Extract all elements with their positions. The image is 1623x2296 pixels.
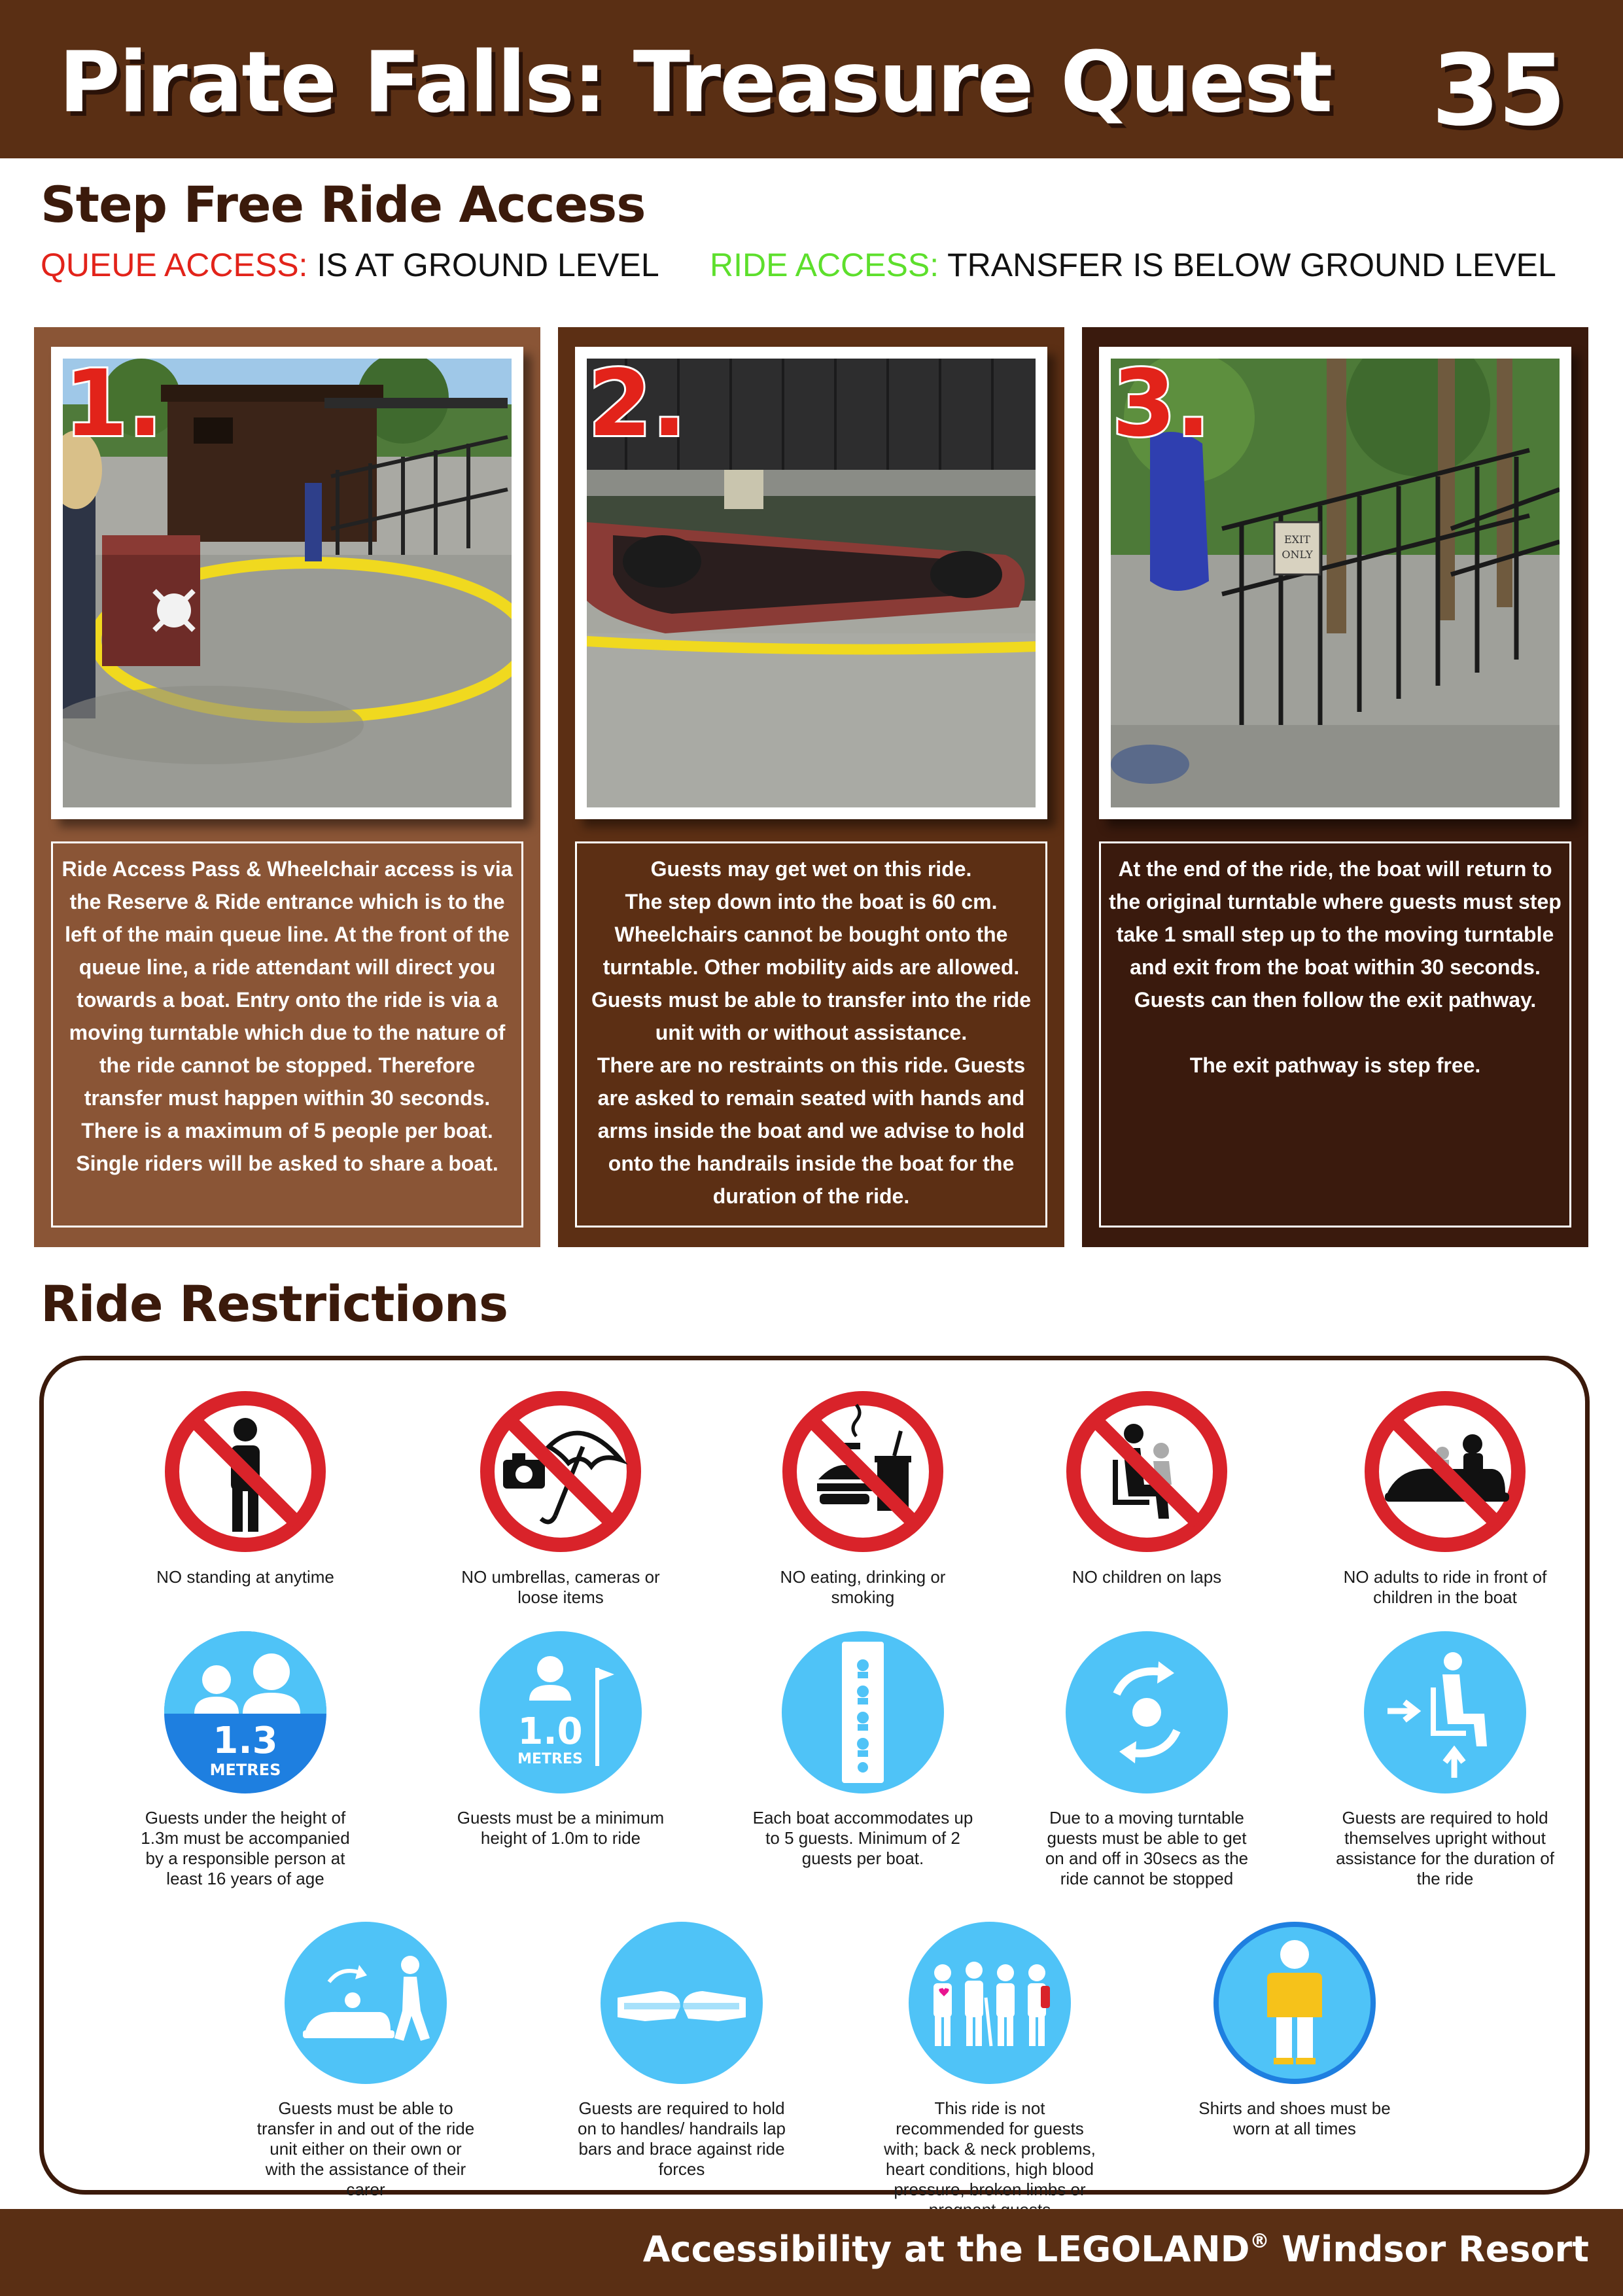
no-eating-drinking-smoking-icon [779,1388,947,1555]
ride-restrictions-heading: Ride Restrictions [41,1275,508,1333]
panel-1-text [51,841,523,1227]
height-unit-text: METRES [517,1751,583,1767]
access-panel-3 [1082,327,1588,1247]
restriction-no-umbrellas [443,1388,678,1608]
footer-text [643,2229,1589,2270]
step-number-3: 3. [1112,351,1211,457]
restriction-text: Due to a moving turntable guests must be able to get on and off in 30secs as the ride cannot be stopped [1045,1808,1249,1888]
health-warning-icon [906,1919,1073,2087]
no-standing-icon [162,1388,329,1555]
panel-2-text [575,841,1047,1227]
ride-access-line [710,246,1556,284]
restriction-transfer [248,1919,483,2200]
transfer-icon [282,1919,449,2087]
restriction-text: Guests are required to hold themselves upright without assistance for the duration of the ride [1336,1808,1554,1888]
restriction-sit-upright [1327,1629,1563,1889]
panel-1-paragraph: Ride Access Pass & Wheelchair access is via the Reserve & Ride entrance which is to the left of the main queue line. At the front of the queue line, a ride attendant will direct you towards a boat. Entry onto the ride is via a moving turntable which due to the nature of the ride cannot be stopped. Therefore transfer must happen within 30 seconds. There is a maximum of 5 people per boat. Single riders will be asked to share a boat. [61,857,513,1175]
restriction-no-standing [128,1388,363,1587]
attraction-number: 35 [1431,34,1564,148]
registered-mark: ® [1249,2230,1270,2253]
restriction-no-children-laps [1029,1388,1265,1587]
panel-3-spacer [1106,1016,1564,1049]
footer-bar [0,2209,1623,2296]
height-value-text: 1.3 [213,1720,278,1762]
step-number-2: 2. [588,351,687,457]
footer-text-before: Accessibility at the LEGOLAND [642,2229,1250,2270]
svg-text:EXIT: EXIT [1283,533,1311,546]
restriction-text: NO umbrellas, cameras or loose items [461,1567,660,1607]
photo-frame-1 [51,347,523,819]
step-number-1: 1. [64,351,163,457]
hold-handles-icon [598,1919,765,2087]
footer-text-after: Windsor Resort [1269,2229,1589,2270]
no-children-on-laps-icon [1063,1388,1230,1555]
boat-capacity-icon [779,1629,947,1796]
restriction-text: NO adults to ride in front of children in the boat [1343,1567,1547,1607]
height-1-0-icon [477,1629,644,1796]
restriction-text: NO children on laps [1072,1567,1222,1587]
height-value-text: 1.0 [517,1710,583,1753]
ride-access-label: RIDE ACCESS: [710,247,939,283]
photo-frame-3 [1099,347,1571,819]
step-free-heading: Step Free Ride Access [41,175,646,234]
restriction-no-eating [745,1388,981,1608]
ride-access-value: TRANSFER IS BELOW GROUND LEVEL [939,247,1556,283]
restriction-hold-handles [564,1919,799,2180]
access-panel-1 [34,327,540,1247]
queue-access-label: QUEUE ACCESS: [41,247,308,283]
restriction-text: Guests must be a minimum height of 1.0m to ride [457,1808,665,1848]
restriction-text: Each boat accommodates up to 5 guests. Minimum of 2 guests per boat. [752,1808,973,1868]
shirts-shoes-icon [1211,1919,1378,2087]
restriction-height-1-0 [443,1629,678,1848]
restrictions-box [39,1356,1590,2199]
restriction-shirts-shoes [1177,1919,1412,2139]
panel-2-line-2: The step down into the boat is 60 cm. [625,890,998,913]
panel-3-text [1099,841,1571,1227]
restriction-text: This ride is not recommended for guests with; back & neck problems, heart conditions, high blood pressure, broken limbs or [884,2098,1096,2199]
queue-access-value: IS AT GROUND LEVEL [307,247,659,283]
moving-turntable-icon [1063,1629,1230,1796]
restriction-text: Guests are required to hold on to handles/ handrails lap bars and brace against ride forces [577,2098,786,2179]
panel-2-line-1: Guests may get wet on this ride. [650,857,972,881]
restriction-moving-turntable [1029,1629,1265,1889]
photo-frame-2 [575,347,1047,819]
panel-2-line-4: There are no restraints on this ride. Guests are asked to remain seated with hands and arms inside the boat and we advise to hold onto the handrails inside the boat for the duration of the ride. [597,1053,1026,1208]
restriction-health-warning [872,1919,1108,2220]
restriction-text: NO standing at anytime [156,1567,334,1587]
access-panel-2 [558,327,1064,1247]
panel-2-line-3: Wheelchairs cannot be bought onto the turntable. Other mobility aids are allowed. Guests must be able to transfer into the ride unit with or without assistance. [591,923,1032,1044]
height-1-3-icon [162,1629,329,1796]
height-unit-text: METRES [209,1761,281,1779]
restriction-boat-capacity [745,1629,981,1869]
header-bar [0,0,1623,158]
panel-3-line-3: The exit pathway is step free. [1189,1053,1481,1077]
restriction-no-adults-front [1327,1388,1563,1608]
no-umbrellas-cameras-icon [477,1388,644,1555]
queue-access-line [41,246,659,284]
restriction-text: NO eating, drinking or smoking [780,1567,946,1607]
restriction-height-1-3 [128,1629,363,1889]
panel-3-line-1: At the end of the ride, the boat will return to the original turntable where guests must step take 1 small step up to the moving turntable and exit from the boat within 30 seconds. Guests can then follow the exit pathway. [1109,857,1562,1012]
restriction-text: Shirts and shoes must be worn at all times [1198,2098,1391,2138]
page-title: Pirate Falls: Treasure Quest [59,34,1332,132]
sit-upright-icon [1361,1629,1529,1796]
restriction-text: Guests must be able to transfer in and out of the ride unit either on their own or with the assistance of their carer [256,2098,475,2199]
svg-text:ONLY: ONLY [1282,548,1313,561]
restriction-text: Guests under the height of 1.3m must be accompanied by a responsible person at least 16 years of age [141,1808,350,1888]
no-adults-in-front-icon [1361,1388,1529,1555]
